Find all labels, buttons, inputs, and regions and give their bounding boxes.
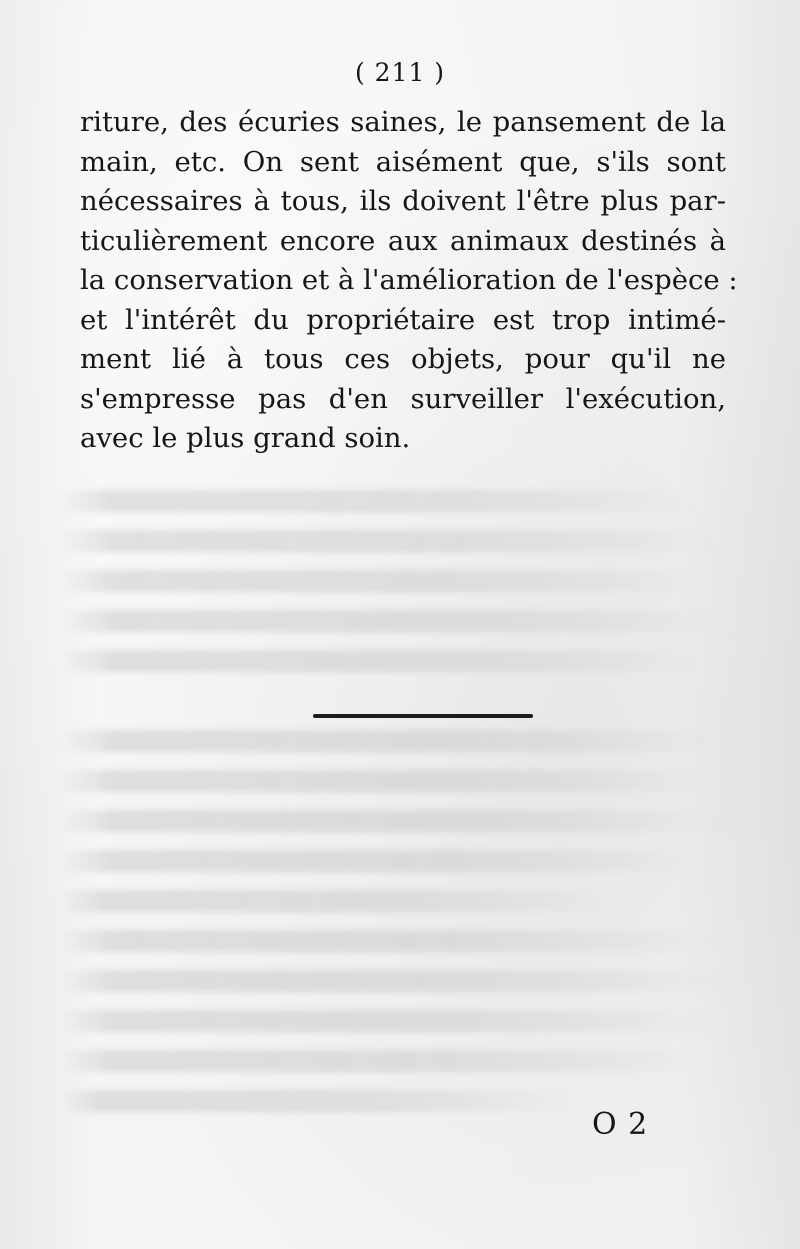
text-line: nécessaires à tous, ils doivent l'être plus par-	[80, 185, 726, 217]
ghost-line	[60, 570, 710, 592]
ghost-line	[60, 890, 620, 912]
ghost-line	[60, 1090, 580, 1112]
ghost-line	[60, 970, 730, 992]
ghost-line	[60, 610, 730, 632]
ghost-line	[60, 930, 715, 952]
ghost-line	[60, 810, 730, 832]
text-line: main, etc. On sent aisément que, s'ils sont	[80, 145, 726, 178]
ghost-line	[60, 730, 725, 752]
ghost-line	[60, 850, 700, 872]
ghost-line	[60, 530, 720, 552]
text-line: riture, des écuries saines, le pansement de la	[80, 106, 726, 138]
text-line: et l'intérêt du propriétaire est trop intimé-	[80, 303, 726, 336]
section-divider	[313, 714, 533, 718]
ghost-line	[60, 490, 700, 512]
ghost-line	[60, 1050, 710, 1072]
signature-mark: O 2	[592, 1107, 649, 1142]
text-line: avec le plus grand soin.	[80, 422, 411, 454]
ghost-line	[60, 770, 715, 792]
body-paragraph	[80, 103, 738, 459]
page-number: ( 211 )	[354, 58, 446, 87]
ghost-line	[60, 1010, 720, 1032]
text-line: ticulièrement encore aux animaux destinés à	[80, 224, 726, 257]
text-line: s'empresse pas d'en surveiller l'exécution,	[80, 382, 726, 415]
ghost-line	[60, 650, 705, 672]
text-line: la conservation et à l'amélioration de l'espèce :	[80, 264, 738, 296]
text-line: ment lié à tous ces objets, pour qu'il ne	[80, 343, 726, 375]
show-through-texture	[60, 470, 760, 1130]
